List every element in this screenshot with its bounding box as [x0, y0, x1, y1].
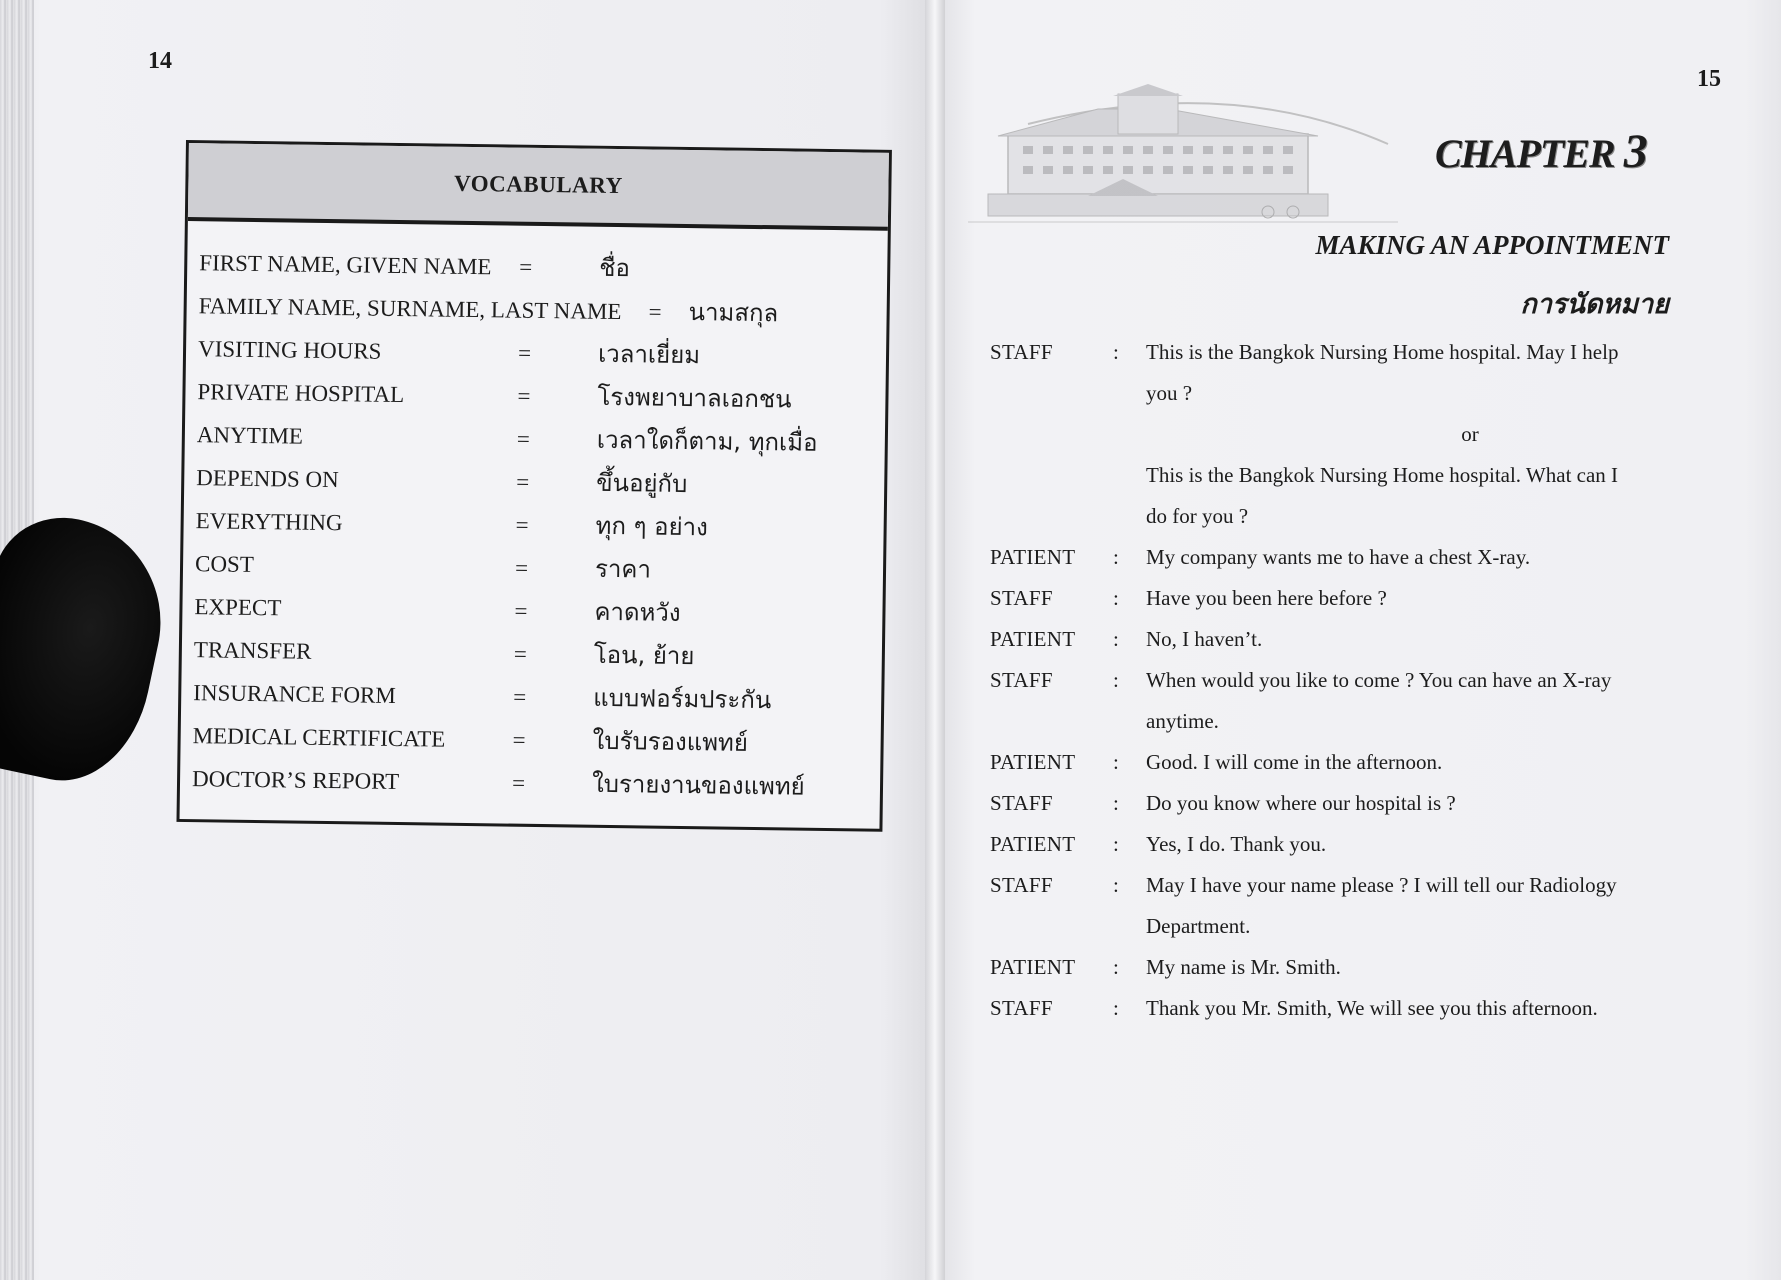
dialogue-text: Thank you Mr. Smith, We will see you this afternoon. — [1146, 996, 1598, 1020]
speaker-colon: : — [1113, 996, 1119, 1020]
dialogue-line — [990, 496, 1680, 537]
vocab-thai: โรงพยาบาลเอกชน — [597, 382, 792, 414]
dialogue-line — [990, 742, 1680, 783]
speaker-colon: : — [1113, 340, 1119, 364]
speaker: STAFF — [990, 340, 1053, 364]
dialogue-line — [990, 578, 1680, 619]
vocab-equals: = — [517, 383, 531, 409]
vocab-equals: = — [648, 299, 662, 325]
dialogue-text: or — [1461, 422, 1479, 446]
speaker-colon: : — [1113, 955, 1119, 979]
vocab-equals: = — [513, 641, 528, 667]
vocab-term: ANYTIME — [196, 422, 304, 449]
dialogue-line — [990, 906, 1680, 947]
dialogue-line — [990, 373, 1680, 414]
dialogue-line — [990, 414, 1680, 455]
vocab-thai: ใบรายงานของแพทย์ — [591, 769, 805, 801]
vocab-equals: = — [511, 770, 526, 796]
vocab-thai: ใบรับรองแพทย์ — [592, 726, 749, 757]
vocabulary-list — [180, 221, 888, 810]
chapter-label: CHAPTER — [1435, 131, 1615, 176]
book-spine — [925, 0, 947, 1280]
dialogue-line — [990, 455, 1680, 496]
vocab-term: FIRST NAME, GIVEN NAME — [199, 250, 492, 280]
speaker-colon: : — [1113, 668, 1119, 692]
dialogue-text: you ? — [1146, 381, 1193, 405]
dialogue-line — [990, 332, 1680, 373]
dialogue-text: anytime. — [1146, 709, 1219, 733]
vocab-thai: แบบฟอร์มประกัน — [593, 683, 772, 715]
dialogue-text: Yes, I do. Thank you. — [1146, 832, 1327, 856]
vocab-equals: = — [516, 426, 531, 452]
vocabulary-heading: VOCABULARY — [188, 143, 889, 231]
speaker: PATIENT — [990, 955, 1076, 979]
vocab-thai: ขึ้นอยู่กับ — [596, 468, 688, 499]
vocab-thai: ชื่อ — [599, 253, 631, 283]
dialogue-text: My company wants me to have a chest X-ray. — [1146, 545, 1531, 569]
speaker-colon: : — [1113, 545, 1119, 569]
vocab-term: VISITING HOURS — [197, 336, 382, 364]
speaker: STAFF — [990, 996, 1053, 1020]
chapter-subtitle-thai: การนัดหมาย — [1520, 289, 1669, 320]
dialogue-line — [990, 619, 1680, 660]
dialogue-line — [990, 537, 1680, 578]
speaker: STAFF — [990, 791, 1053, 815]
dialogue-line — [990, 783, 1680, 824]
dialogue-text: May I have your name please ? I will tell our Radiology — [1146, 873, 1617, 897]
speaker: STAFF — [990, 668, 1053, 692]
speaker: STAFF — [990, 873, 1053, 897]
vocab-thai: ราคา — [594, 554, 652, 584]
vocab-term: DEPENDS ON — [196, 465, 339, 493]
vocab-equals: = — [519, 254, 533, 280]
vocab-term: FAMILY NAME, SURNAME, LAST NAME — [198, 293, 622, 325]
dialogue-text: When would you like to come ? You can have an X-ray — [1146, 668, 1612, 692]
vocab-term: DOCTOR’S REPORT — [191, 766, 400, 795]
dialogue-text: This is the Bangkok Nursing Home hospital. What can I — [1146, 463, 1619, 487]
vocab-equals: = — [515, 512, 529, 538]
dialogue-line — [990, 865, 1680, 906]
speaker: PATIENT — [990, 545, 1076, 569]
vocab-term: TRANSFER — [193, 637, 312, 664]
speaker-colon: : — [1113, 586, 1119, 610]
dialogue-text: This is the Bangkok Nursing Home hospital. May I help — [1146, 340, 1619, 364]
page-number-right: 15 — [1697, 66, 1721, 92]
dialogue-line — [990, 988, 1680, 1029]
vocab-thai: ทุก ๆ อย่าง — [595, 511, 709, 542]
vocab-term: PRIVATE HOSPITAL — [197, 379, 405, 408]
speaker: PATIENT — [990, 832, 1076, 856]
dialogue-text: Do you know where our hospital is ? — [1146, 791, 1456, 815]
speaker-colon: : — [1113, 627, 1119, 651]
vocab-equals: = — [514, 555, 529, 581]
dialogue-line — [990, 660, 1680, 701]
chapter-title — [1435, 124, 1647, 179]
dialogue-line — [990, 824, 1680, 865]
vocab-thai: เวลาใดก็ตาม, ทุกเมื่อ — [596, 425, 818, 457]
vocab-equals: = — [512, 727, 526, 753]
vocab-term: EXPECT — [194, 594, 282, 621]
dialogue — [990, 332, 1680, 1029]
dialogue-line — [990, 701, 1680, 742]
speaker-colon: : — [1113, 791, 1119, 815]
page-number-left: 14 — [148, 48, 172, 74]
vocab-term: COST — [194, 551, 255, 577]
dialogue-line — [990, 947, 1680, 988]
speaker-colon: : — [1113, 832, 1119, 856]
vocab-thai: โอน, ย้าย — [593, 640, 695, 671]
dialogue-text: Have you been here before ? — [1146, 586, 1387, 610]
vocab-thai: เวลาเยี่ยม — [597, 339, 701, 370]
speaker-colon: : — [1113, 873, 1119, 897]
vocab-term: INSURANCE FORM — [193, 680, 397, 708]
vocab-term: MEDICAL CERTIFICATE — [192, 723, 446, 752]
dialogue-text: No, I haven’t. — [1146, 627, 1263, 651]
dialogue-text: do for you ? — [1146, 504, 1249, 528]
speaker: STAFF — [990, 586, 1053, 610]
speaker: PATIENT — [990, 750, 1076, 774]
vocab-equals: = — [517, 340, 532, 366]
vocab-equals: = — [514, 598, 528, 624]
vocab-thai: นามสกุล — [688, 298, 779, 328]
vocab-row — [192, 757, 881, 810]
speaker: PATIENT — [990, 627, 1076, 651]
dialogue-text: Department. — [1146, 914, 1251, 938]
thumb-shadow — [0, 505, 180, 796]
vocab-equals: = — [513, 684, 527, 710]
dialogue-text: Good. I will come in the afternoon. — [1146, 750, 1443, 774]
speaker-colon: : — [1113, 750, 1119, 774]
vocab-term: EVERYTHING — [195, 508, 343, 536]
chapter-number: 3 — [1623, 125, 1647, 178]
hospital-building-illustration — [968, 84, 1398, 229]
dialogue-text: My name is Mr. Smith. — [1146, 955, 1341, 979]
vocab-thai: คาดหวัง — [594, 597, 681, 627]
chapter-subtitle-english: MAKING AN APPOINTMENT — [1315, 230, 1669, 260]
vocabulary-box — [176, 140, 891, 832]
vocab-equals: = — [516, 469, 530, 495]
